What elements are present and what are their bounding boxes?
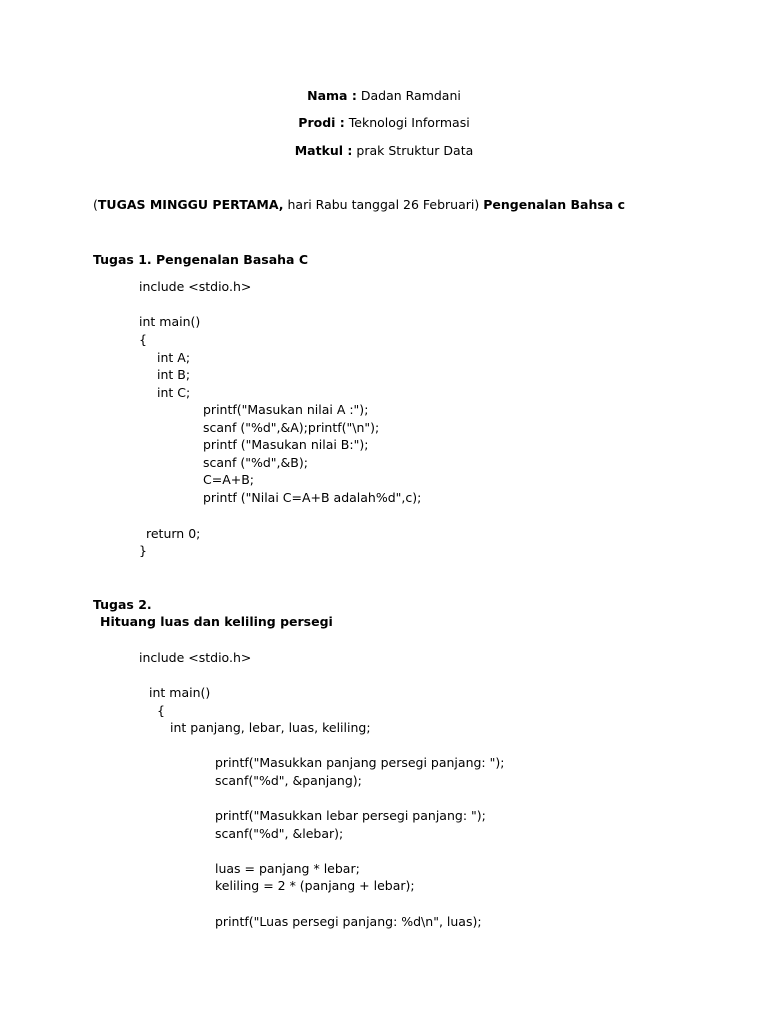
code-line: keliling = 2 * (panjang + lebar); xyxy=(215,878,415,893)
code-line: int B; xyxy=(157,367,191,382)
code-line: { xyxy=(157,703,165,718)
code-line: { xyxy=(139,332,147,347)
code-line: return 0; xyxy=(146,526,201,541)
code-line: } xyxy=(139,543,147,558)
intro-line: (TUGAS MINGGU PERTAMA, hari Rabu tanggal 26 Februari) Pengenalan Bahsa c xyxy=(93,197,626,212)
code-line: C=A+B; xyxy=(203,472,255,487)
code-line: int panjang, lebar, luas, keliling; xyxy=(170,720,371,735)
intro-text: hari Rabu tanggal 26 Februari) xyxy=(283,197,484,212)
name-value: Dadan Ramdani xyxy=(360,88,461,103)
code-line: scanf("%d", &lebar); xyxy=(215,826,344,841)
name-label: Nama : xyxy=(307,88,357,103)
task2-subtitle: Hituang luas dan keliling persegi xyxy=(100,614,333,629)
task2-title: Tugas 2. xyxy=(93,597,152,612)
matkul-value: prak Struktur Data xyxy=(356,143,474,158)
code-line: scanf ("%d",&A);printf("\n"); xyxy=(203,420,380,435)
name-line xyxy=(0,88,768,104)
code-line: scanf ("%d",&B); xyxy=(203,455,308,470)
intro-bold-title: TUGAS MINGGU PERTAMA, xyxy=(97,197,284,212)
code-line: int main() xyxy=(149,685,211,700)
code-line: printf("Luas persegi panjang: %d\n", luas); xyxy=(215,914,482,929)
prodi-label: Prodi : xyxy=(298,115,345,130)
code-line: printf("Masukkan lebar persegi panjang: "); xyxy=(215,808,486,823)
matkul-line xyxy=(0,143,768,159)
code-line: int main() xyxy=(139,314,201,329)
code-line: scanf("%d", &panjang); xyxy=(215,773,362,788)
code-line: printf ("Masukan nilai B:"); xyxy=(203,437,369,452)
code-line: include <stdio.h> xyxy=(139,650,252,665)
intro-bold-topic: Pengenalan Bahsa c xyxy=(483,197,626,212)
code-line: int C; xyxy=(157,385,191,400)
code-line: luas = panjang * lebar; xyxy=(215,861,360,876)
code-line: int A; xyxy=(157,350,191,365)
code-line: printf ("Nilai C=A+B adalah%d",c); xyxy=(203,490,422,505)
code-line: printf("Masukkan panjang persegi panjang: "); xyxy=(215,755,505,770)
task1-title: Tugas 1. Pengenalan Basaha C xyxy=(93,252,308,267)
code-line: printf("Masukan nilai A :"); xyxy=(203,402,369,417)
code-line: include <stdio.h> xyxy=(139,279,252,294)
prodi-value: Teknologi Informasi xyxy=(348,115,470,130)
matkul-label: Matkul : xyxy=(294,143,353,158)
prodi-line xyxy=(0,115,768,131)
